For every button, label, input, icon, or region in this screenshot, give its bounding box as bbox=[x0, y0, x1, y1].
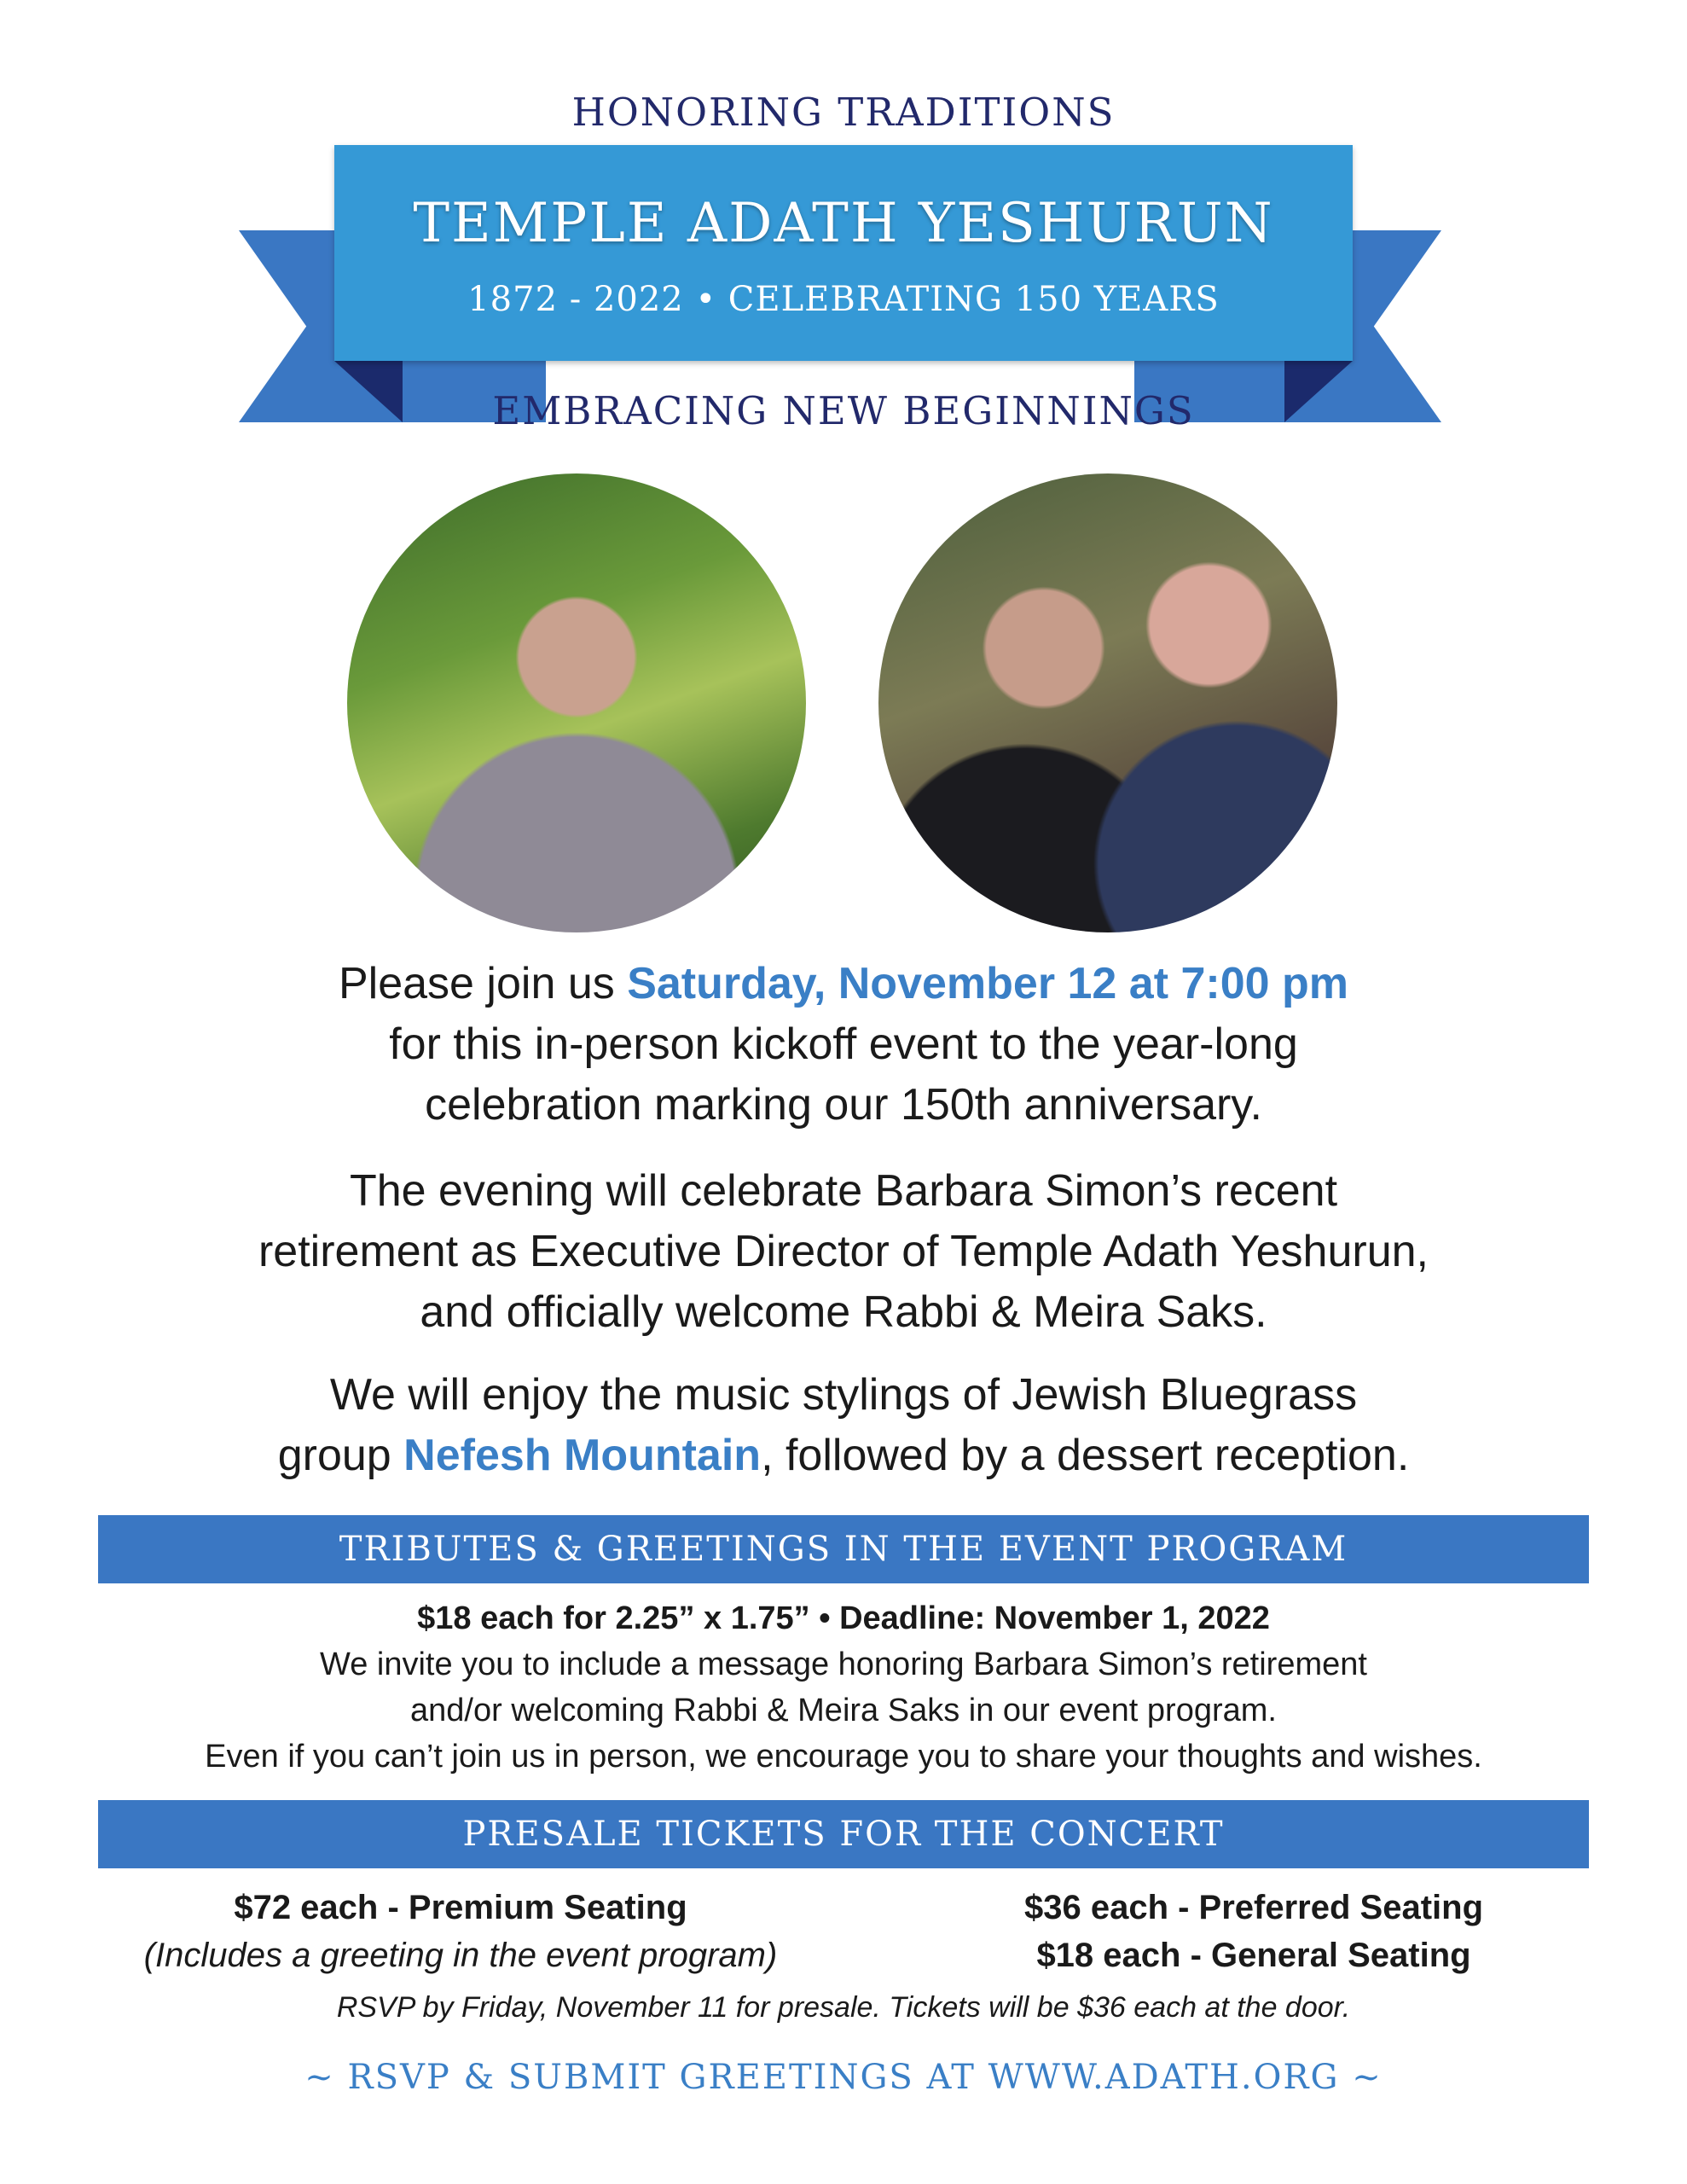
intro-line1-pre: Please join us bbox=[338, 959, 628, 1008]
photo-barbara-simon bbox=[347, 473, 806, 932]
celebration-line1: The evening will celebrate Barbara Simon’s recent bbox=[349, 1166, 1338, 1216]
intro-line2: for this in-person kickoff event to the year-long bbox=[389, 1019, 1298, 1069]
tickets-heading-bar: PRESALE TICKETS FOR THE CONCERT bbox=[98, 1800, 1589, 1868]
music-line2-pre: group bbox=[277, 1431, 404, 1480]
intro-paragraph bbox=[0, 954, 1687, 1136]
band-name: Nefesh Mountain bbox=[403, 1431, 762, 1480]
eyebrow-embracing: EMBRACING NEW BEGINNINGS bbox=[492, 388, 1195, 433]
tributes-line1: We invite you to include a message honoring Barbara Simon’s retirement bbox=[320, 1647, 1367, 1682]
music-paragraph bbox=[0, 1365, 1687, 1486]
tributes-section bbox=[0, 1595, 1687, 1780]
page-subtitle: 1872 - 2022 • CELEBRATING 150 YEARS bbox=[467, 280, 1220, 319]
ticket-general-price: $18 each - General Seating bbox=[1036, 1937, 1471, 1974]
tributes-line2: and/or welcoming Rabbi & Meira Saks in our event program. bbox=[410, 1693, 1277, 1728]
photo-rabbi-meira-saks bbox=[878, 473, 1337, 932]
ticket-preferred-price: $36 each - Preferred Seating bbox=[1023, 1889, 1484, 1926]
tributes-price-line: $18 each for 2.25” x 1.75” • Deadline: November 1, 2022 bbox=[417, 1600, 1270, 1636]
ribbon-main bbox=[334, 145, 1353, 361]
celebration-line3: and officially welcome Rabbi & Meira Saks. bbox=[420, 1287, 1267, 1337]
intro-line3: celebration marking our 150th anniversary. bbox=[425, 1080, 1262, 1130]
rsvp-note: RSVP by Friday, November 11 for presale. Tickets will be $36 each at the door. bbox=[336, 1991, 1351, 2024]
page-title: TEMPLE ADATH YESHURUN bbox=[413, 192, 1274, 255]
footer-rsvp-link[interactable]: ~ RSVP & SUBMIT GREETINGS AT WWW.ADATH.ORG ~ bbox=[304, 2058, 1383, 2097]
music-line1: We will enjoy the music stylings of Jewish Bluegrass bbox=[329, 1370, 1358, 1420]
tickets-left-column bbox=[136, 1884, 785, 1979]
ticket-premium-price: $72 each - Premium Seating bbox=[234, 1889, 687, 1926]
celebration-paragraph bbox=[0, 1161, 1687, 1343]
music-line2-post: , followed by a dessert reception. bbox=[761, 1431, 1410, 1480]
tributes-heading-bar: TRIBUTES & GREETINGS IN THE EVENT PROGRAM bbox=[98, 1515, 1589, 1583]
ticket-premium-note: (Includes a greeting in the event program) bbox=[143, 1937, 778, 1974]
tributes-line3: Even if you can’t join us in person, we encourage you to share your thoughts and wishes. bbox=[205, 1739, 1482, 1774]
celebration-line2: retirement as Executive Director of Temple Adath Yeshurun, bbox=[258, 1227, 1429, 1276]
tickets-right-column bbox=[930, 1884, 1578, 1979]
eyebrow-honoring: HONORING TRADITIONS bbox=[571, 90, 1116, 135]
event-date-time: Saturday, November 12 at 7:00 pm bbox=[627, 959, 1348, 1008]
